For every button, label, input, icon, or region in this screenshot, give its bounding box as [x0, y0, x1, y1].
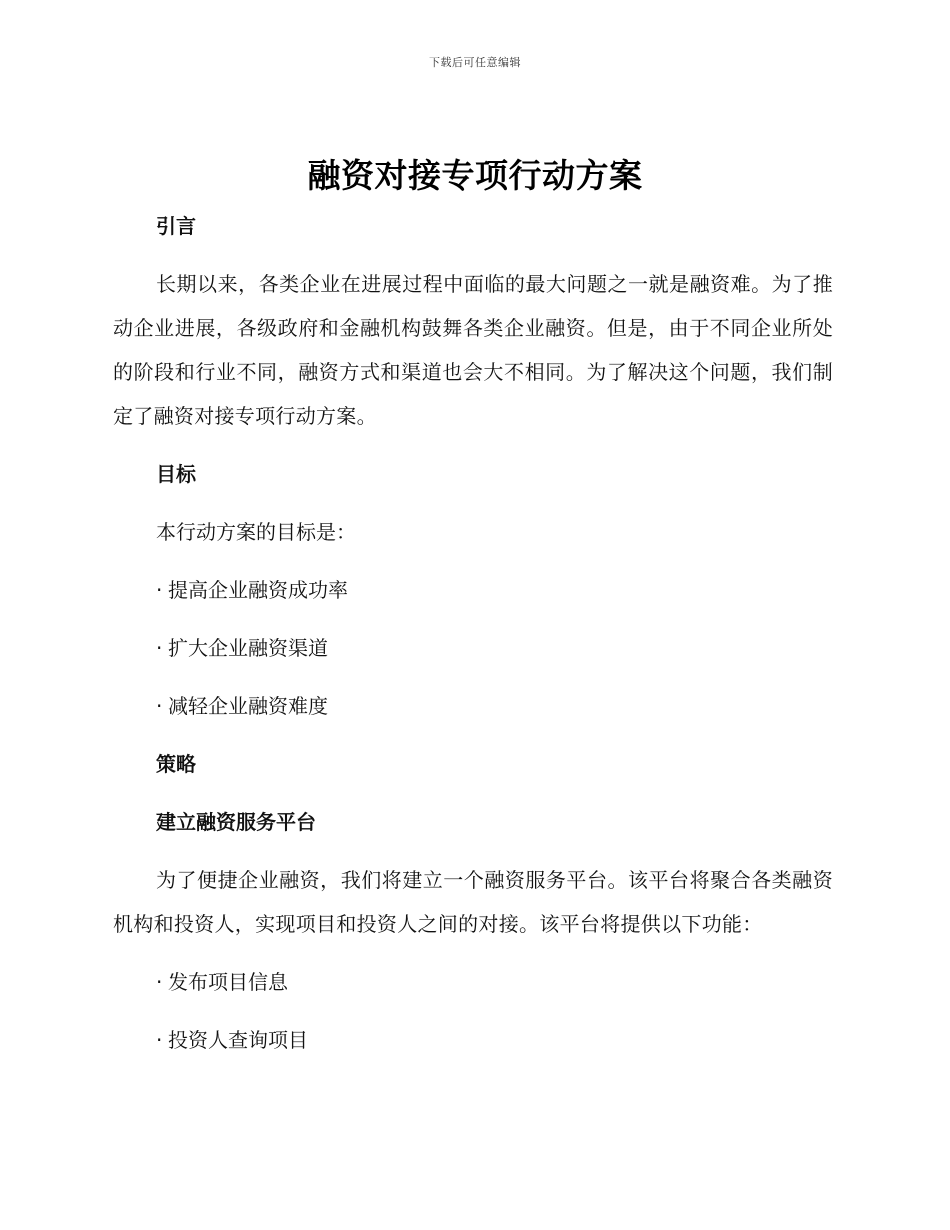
- section-heading-intro: 引言: [156, 214, 196, 238]
- feature-item-text: 发布项目信息: [168, 970, 288, 994]
- section-heading-goal: 目标: [156, 462, 196, 486]
- list-item: [113, 960, 833, 1004]
- goal-intro: 本行动方案的目标是：: [156, 520, 356, 544]
- goal-item-text: 减轻企业融资难度: [168, 694, 328, 718]
- bullet-icon: ·: [156, 970, 163, 994]
- bullet-icon: ·: [156, 578, 163, 602]
- intro-paragraph: 长期以来，各类企业在进展过程中面临的最大问题之一就是融资难。为了推动企业进展，各级政府和金融机构鼓舞各类企业融资。但是，由于不同企业所处的阶段和行业不同，融资方式和渠道也会大不相同。为了解决这个问题，我们制定了融资对接专项行动方案。: [113, 272, 833, 428]
- bullet-icon: ·: [156, 636, 163, 660]
- feature-item-text: 投资人查询项目: [168, 1028, 308, 1052]
- goal-item-text: 提高企业融资成功率: [168, 578, 348, 602]
- subsection-heading-platform: 建立融资服务平台: [156, 810, 316, 834]
- list-item: [113, 684, 833, 728]
- list-item: [113, 1018, 833, 1062]
- header-note: 下载后可任意编辑: [429, 56, 521, 69]
- platform-paragraph: 为了便捷企业融资，我们将建立一个融资服务平台。该平台将聚合各类融资机构和投资人，实现项目和投资人之间的对接。该平台将提供以下功能：: [113, 868, 833, 936]
- goal-item-text: 扩大企业融资渠道: [168, 636, 328, 660]
- section-heading-strategy: 策略: [156, 752, 196, 776]
- bullet-icon: ·: [156, 694, 163, 718]
- list-item: [113, 568, 833, 612]
- list-item: [113, 626, 833, 670]
- document-body: [113, 204, 833, 1076]
- bullet-icon: ·: [156, 1028, 163, 1052]
- document-title: 融资对接专项行动方案: [307, 156, 643, 195]
